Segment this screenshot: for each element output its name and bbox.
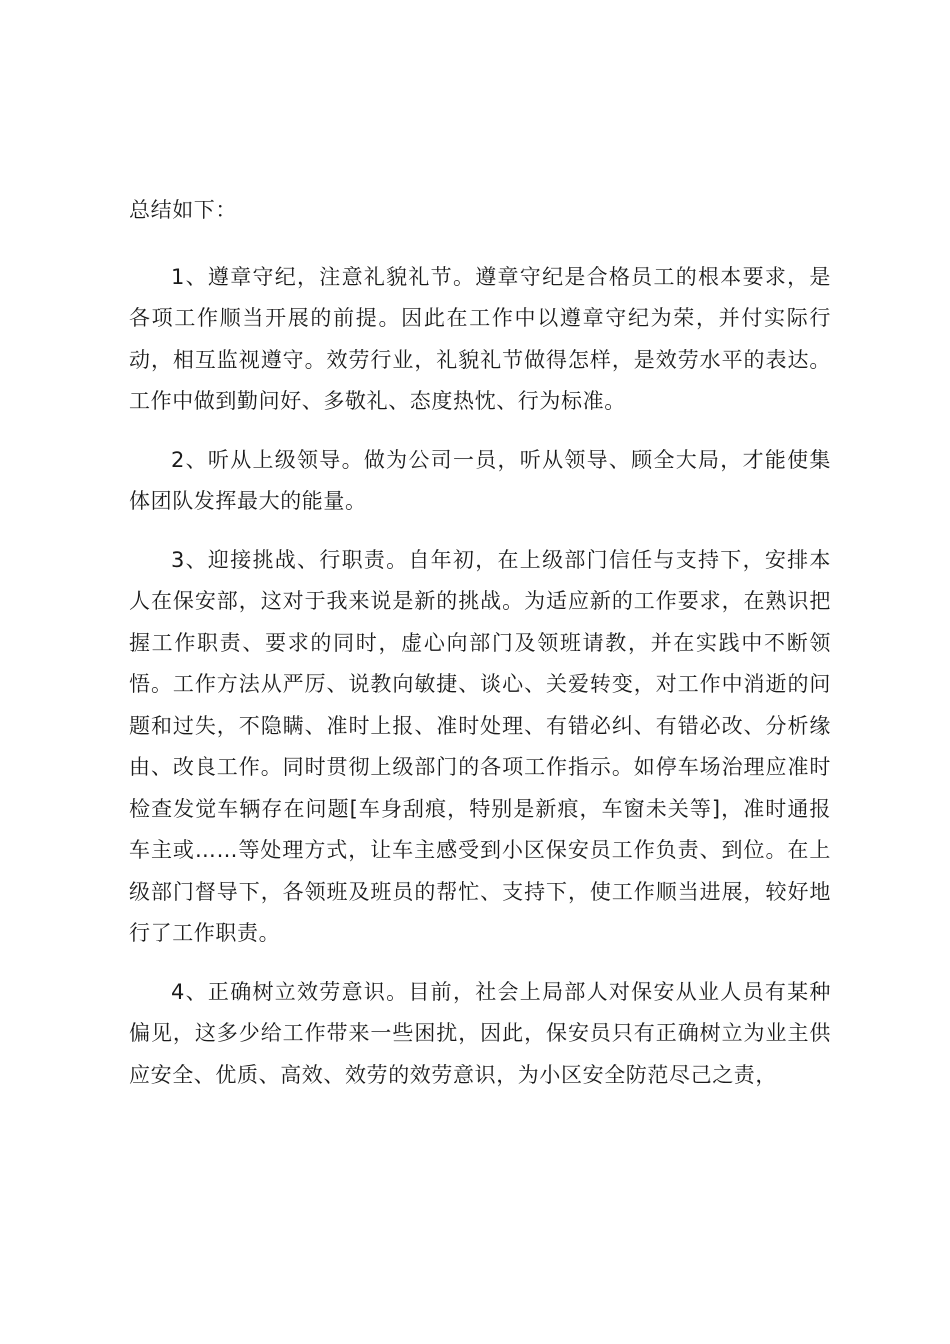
paragraph-intro: 总结如下： bbox=[129, 198, 237, 222]
body-text bbox=[129, 190, 831, 1113]
paragraph-1: 1、遵章守纪，注意礼貌礼节。遵章守纪是合格员工的根本要求，是各项工作顺当开展的前提。因此在工作中以遵章守纪为荣，并付实际行动，相互监视遵守。效劳行业，礼貌礼节做得怎样，是效劳水平的表达。工作中做到勤问好、多敬礼、态度热忱、行为标准。 bbox=[129, 264, 831, 413]
paragraph-4: 4、正确树立效劳意识。目前，社会上局部人对保安从业人员有某种偏见，这多少给工作带来一些困扰，因此，保安员只有正确树立为业主供应安全、优质、高效、效劳的效劳意识，为小区安全防范尽己之责， bbox=[129, 979, 831, 1087]
paragraph-2: 2、听从上级领导。做为公司一员，听从领导、顾全大局，才能使集体团队发挥最大的能量。 bbox=[129, 447, 831, 513]
paragraph-3: 3、迎接挑战、行职责。自年初，在上级部门信任与支持下，安排本人在保安部，这对于我来说是新的挑战。为适应新的工作要求，在熟识把握工作职责、要求的同时，虚心向部门及领班请教，并在实践中不断领悟。工作方法从严厉、说教向敏捷、谈心、关爱转变，对工作中消逝的问题和过失，不隐瞒、准时上报、准时处理、有错必纠、有错必改、分析缘由、改良工作。同时贯彻上级部门的各项工作指示。如停车场治理应准时检查发觉车辆存在问题[车身刮痕，特别是新痕，车窗未关等]，准时通报车主或……等处理方式，让车主感受到小区保安员工作负责、到位。在上级部门督导下，各领班及班员的帮忙、支持下，使工作顺当进展，较好地行了工作职责。 bbox=[129, 547, 831, 945]
